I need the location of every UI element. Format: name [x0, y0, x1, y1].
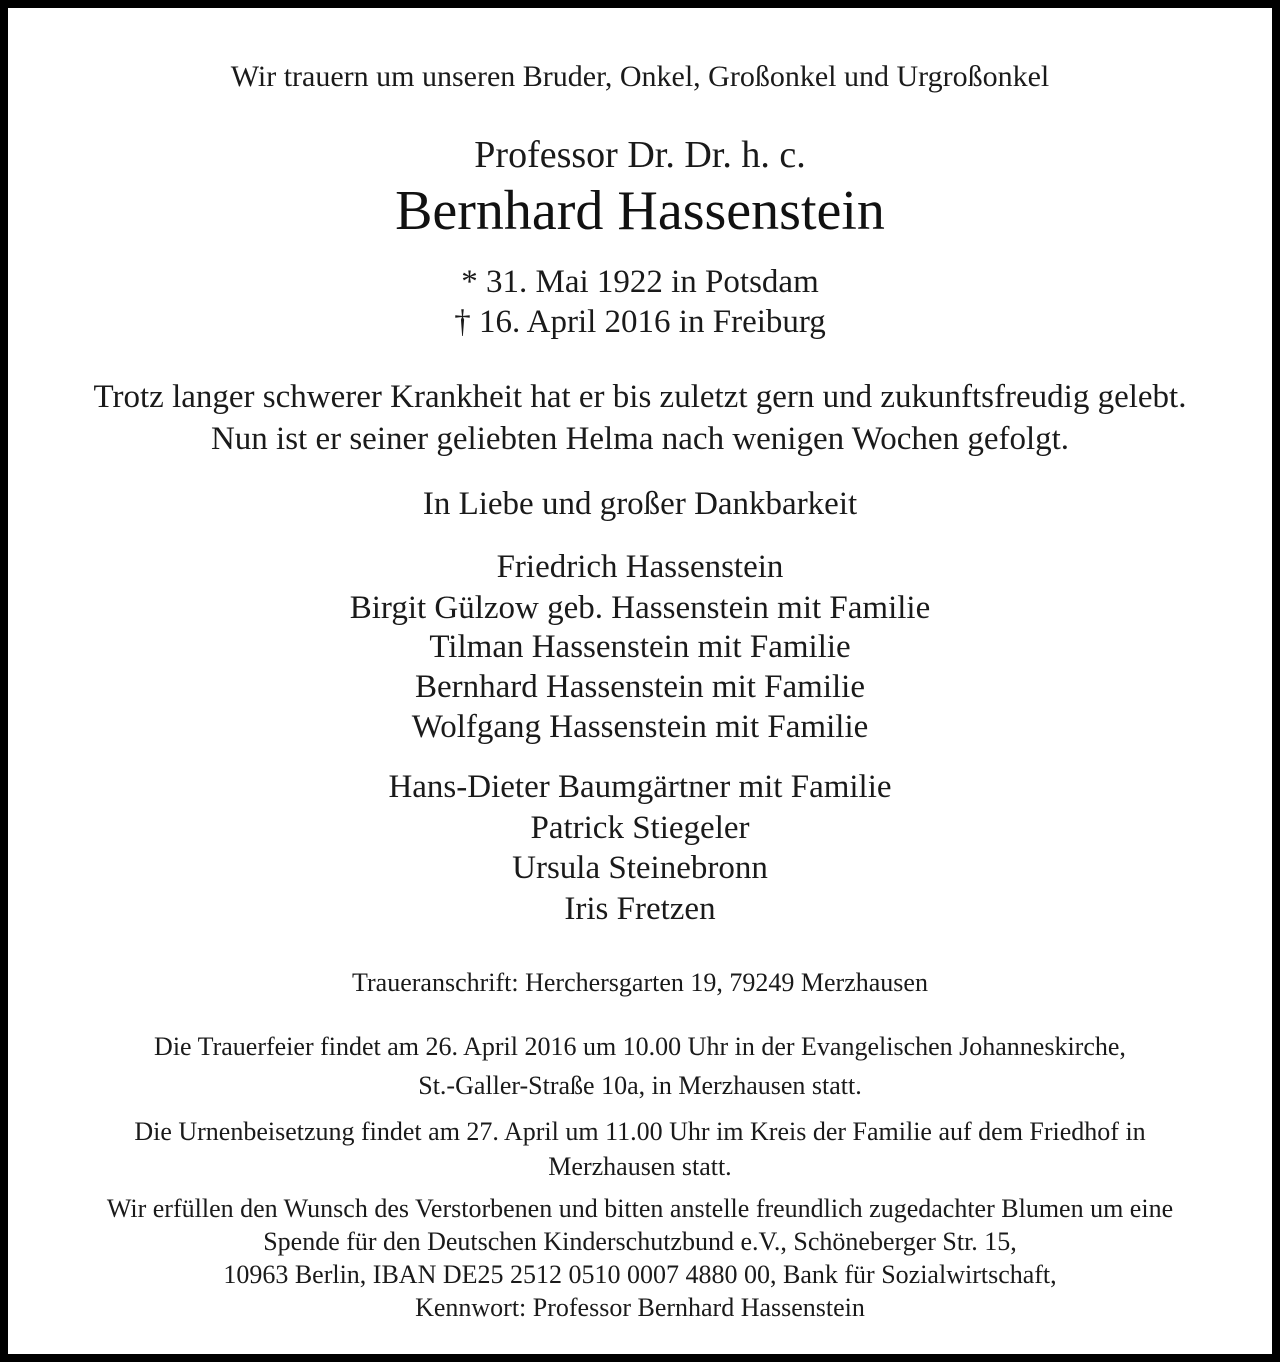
deceased-name: Bernhard Hassenstein	[395, 180, 885, 242]
death-date: † 16. April 2016 in Freiburg	[454, 304, 826, 340]
closing-line: In Liebe und großer Dankbarkeit	[422, 486, 858, 522]
family-member: Tilman Hassenstein mit Familie	[429, 629, 851, 665]
burial-line: Die Urnenbeisetzung findet am 27. April um 11.00 Uhr im Kreis der Familie auf dem Friedhof in	[134, 1117, 1146, 1146]
donation-line: Wir erfüllen den Wunsch des Verstorbenen und bitten anstelle freundlich zugedachter Blumen um eine	[106, 1194, 1174, 1223]
mourner: Patrick Stiegeler	[530, 810, 750, 846]
deceased-title: Professor Dr. Dr. h. c.	[474, 134, 806, 176]
ceremony-line: St.-Galler-Straße 10a, in Merzhausen statt.	[418, 1071, 862, 1100]
mourner: Iris Fretzen	[564, 891, 716, 927]
message-line: Trotz langer schwerer Krankheit hat er bis zuletzt gern und zukunftsfreudig gelebt.	[93, 379, 1187, 415]
family-member: Birgit Gülzow geb. Hassenstein mit Familie	[349, 590, 931, 626]
intro-line: Wir trauern um unseren Bruder, Onkel, Großonkel und Urgroßonkel	[230, 60, 1050, 93]
family-member: Friedrich Hassenstein	[496, 549, 784, 585]
donation-line: Spende für den Deutschen Kinderschutzbund e.V., Schöneberger Str. 15,	[263, 1227, 1017, 1256]
birth-date: * 31. Mai 1922 in Potsdam	[461, 264, 819, 300]
message-line: Nun ist er seiner geliebten Helma nach wenigen Wochen gefolgt.	[210, 421, 1070, 457]
family-member: Bernhard Hassenstein mit Familie	[415, 669, 865, 705]
mourning-address: Traueranschrift: Herchersgarten 19, 79249 Merzhausen	[352, 968, 928, 997]
family-member: Wolfgang Hassenstein mit Familie	[411, 709, 869, 745]
mourner: Ursula Steinebronn	[512, 850, 768, 886]
ceremony-line: Die Trauerfeier findet am 26. April 2016 um 10.00 Uhr in der Evangelischen Johanneskirche,	[154, 1032, 1126, 1061]
burial-line: Merzhausen statt.	[548, 1152, 732, 1181]
mourner: Hans-Dieter Baumgärtner mit Familie	[388, 769, 892, 805]
donation-line: 10963 Berlin, IBAN DE25 2512 0510 0007 4880 00, Bank für Sozialwirtschaft,	[223, 1260, 1057, 1289]
donation-line: Kennwort: Professor Bernhard Hassenstein	[415, 1293, 865, 1322]
